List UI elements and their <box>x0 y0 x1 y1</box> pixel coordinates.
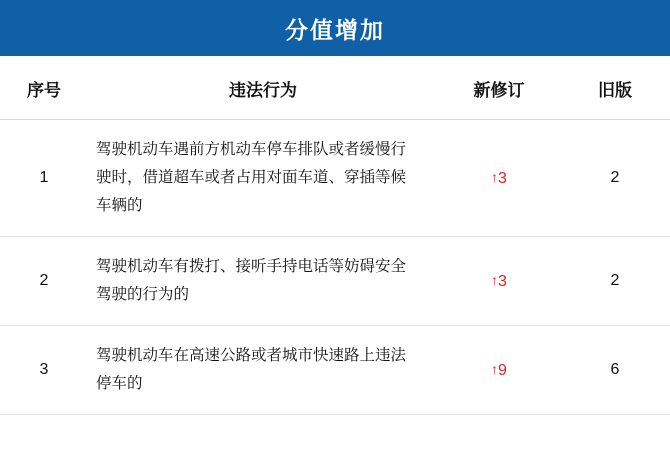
row-old-value: 6 <box>560 326 670 415</box>
row-new-number: 3 <box>498 272 507 290</box>
table-header-row <box>0 56 670 120</box>
row-new-number: 9 <box>498 361 507 379</box>
row-new-value <box>438 120 560 237</box>
column-header-old: 旧版 <box>560 56 670 120</box>
row-index: 1 <box>0 120 88 237</box>
table-header <box>0 56 670 120</box>
up-arrow-icon: ↑ <box>491 271 499 288</box>
table-body <box>0 120 670 415</box>
row-behavior: 驾驶机动车在高速公路或者城市快速路上违法停车的 <box>88 326 438 415</box>
table-row <box>0 326 670 415</box>
row-new-number: 3 <box>498 169 507 187</box>
row-index: 2 <box>0 237 88 326</box>
table-row <box>0 120 670 237</box>
title-bar <box>0 0 670 56</box>
score-table <box>0 56 670 415</box>
column-header-new: 新修订 <box>438 56 560 120</box>
row-index: 3 <box>0 326 88 415</box>
bottom-spacer <box>0 415 670 455</box>
row-behavior: 驾驶机动车遇前方机动车停车排队或者缓慢行驶时，借道超车或者占用对面车道、穿插等候车辆的 <box>88 120 438 237</box>
column-header-index: 序号 <box>0 56 88 120</box>
page-title: 分值增加 <box>285 16 385 43</box>
column-header-behavior: 违法行为 <box>88 56 438 120</box>
up-arrow-icon: ↑ <box>491 360 499 377</box>
up-arrow-icon: ↑ <box>491 168 499 185</box>
row-new-value <box>438 326 560 415</box>
row-old-value: 2 <box>560 237 670 326</box>
row-old-value: 2 <box>560 120 670 237</box>
table-row <box>0 237 670 326</box>
row-behavior: 驾驶机动车有拨打、接听手持电话等妨碍安全驾驶的行为的 <box>88 237 438 326</box>
row-new-value <box>438 237 560 326</box>
